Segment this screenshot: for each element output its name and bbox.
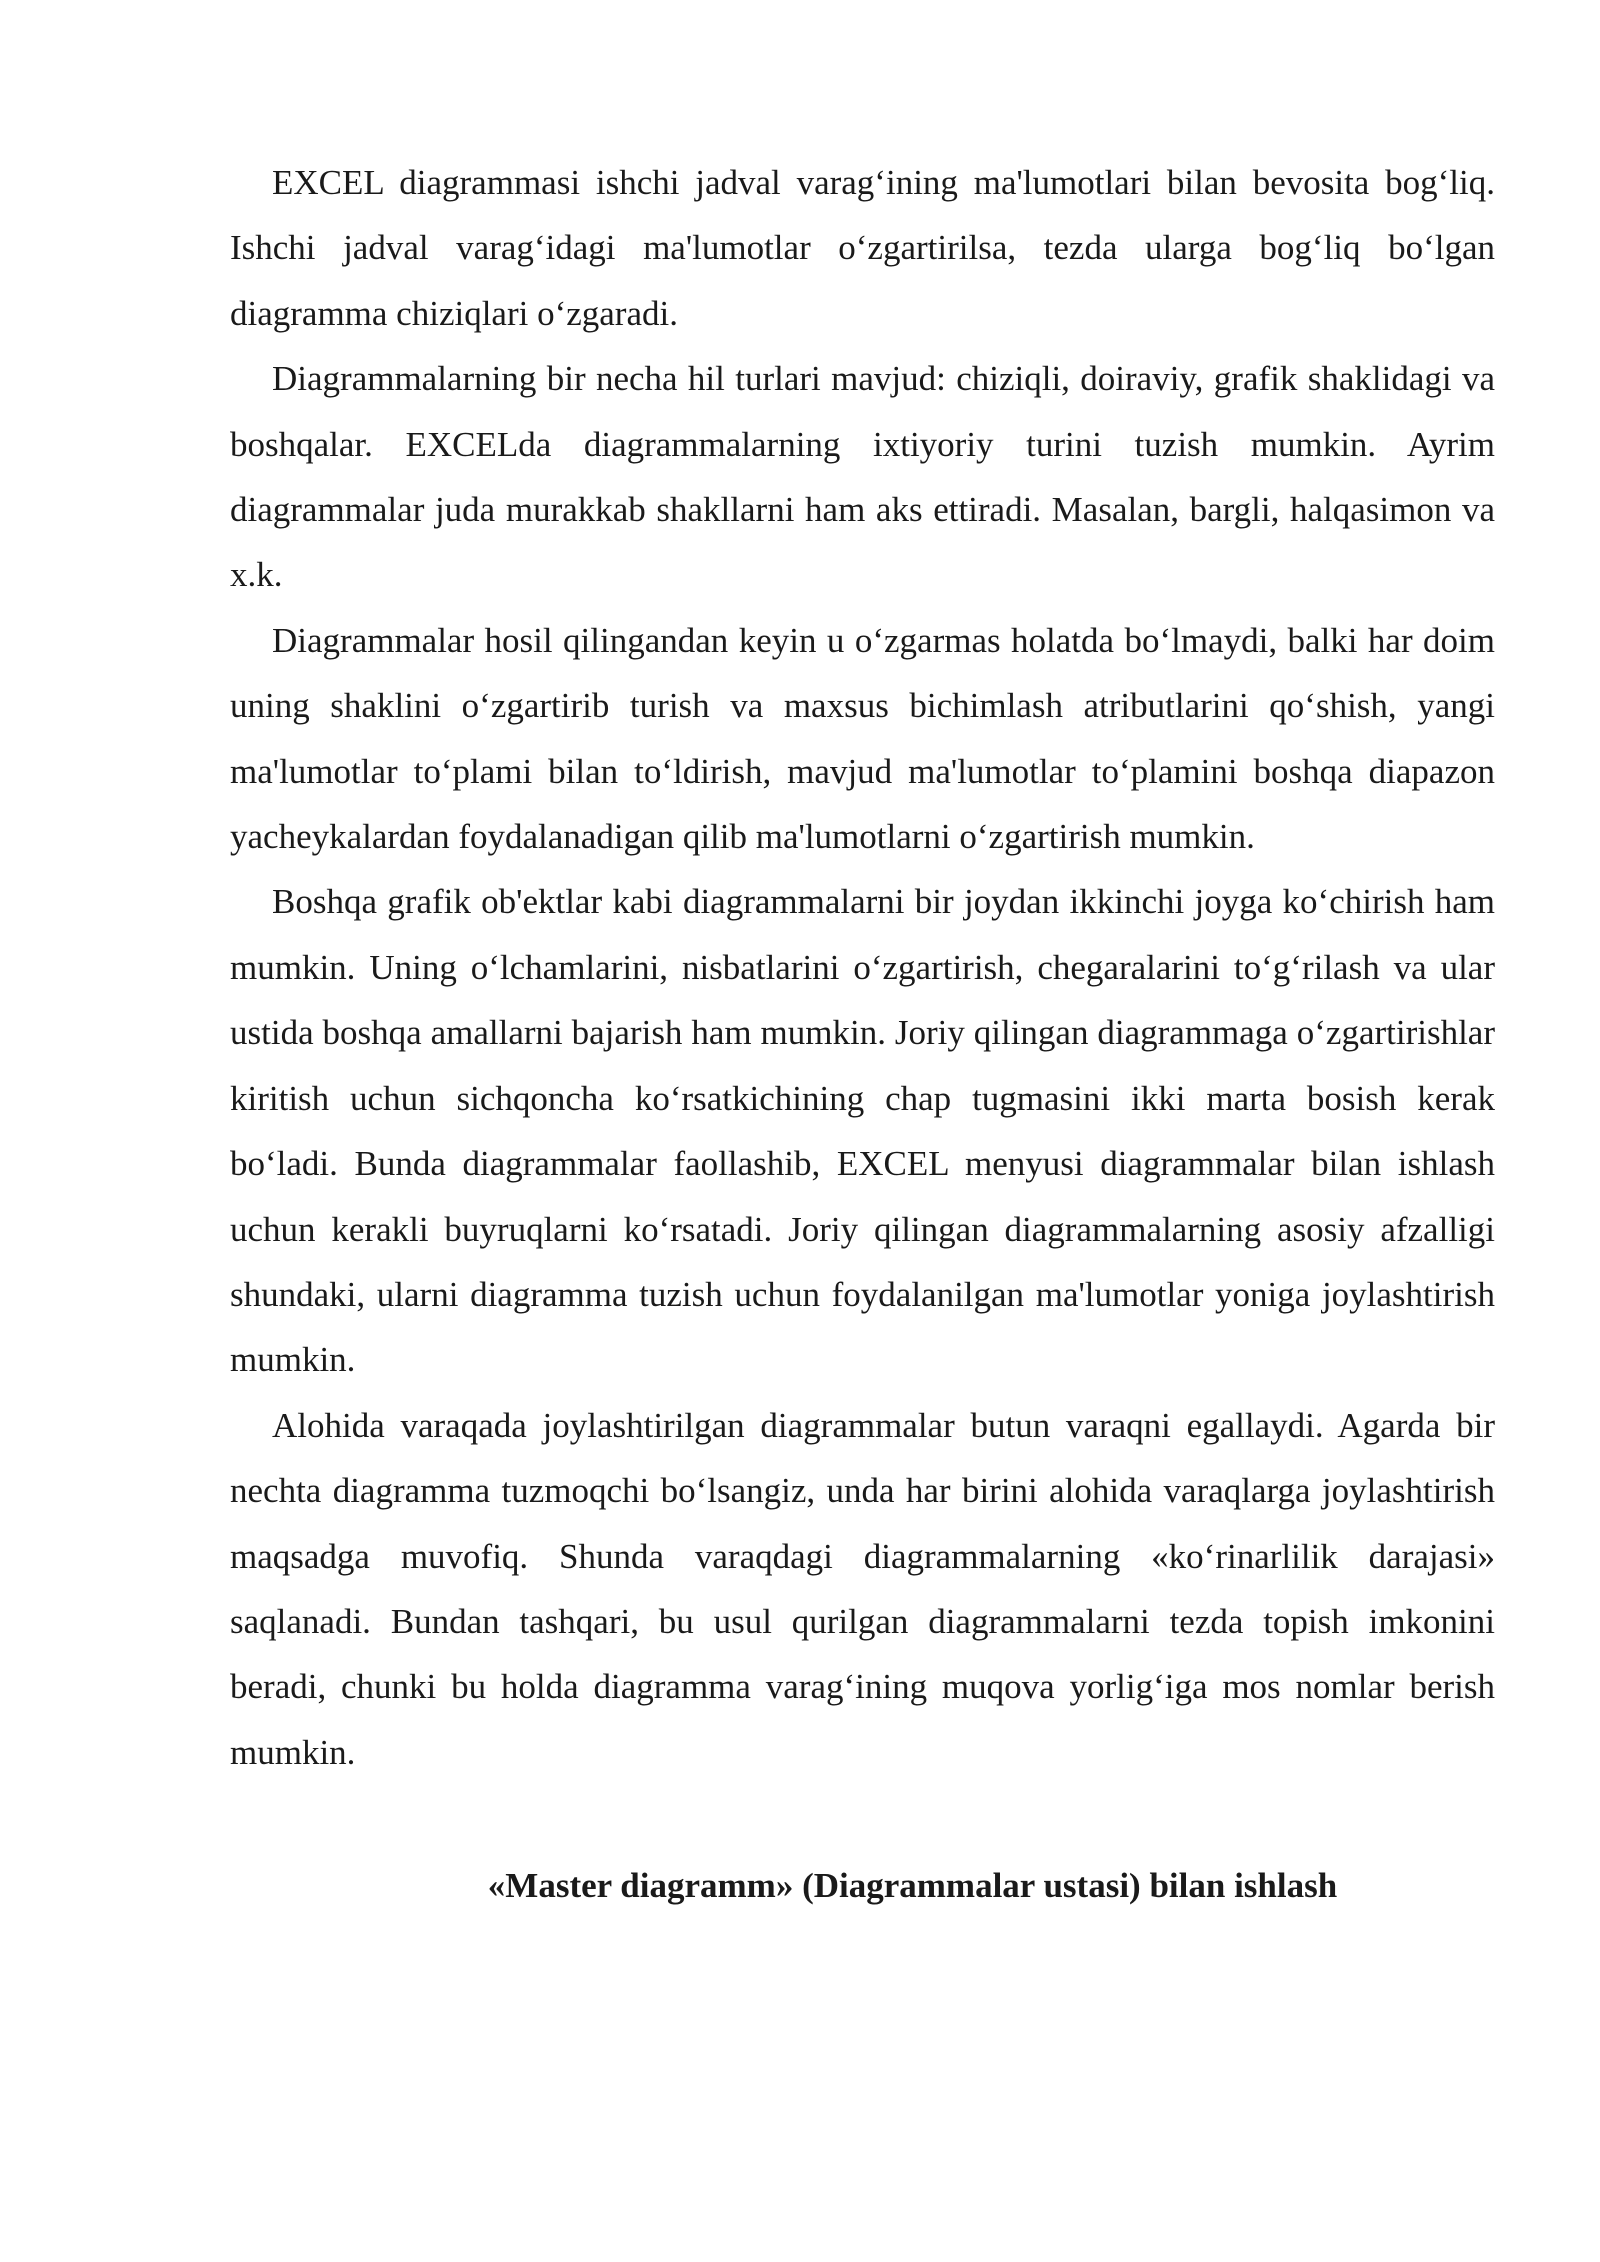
paragraph-5: Alohida varaqada joylashtirilgan diagrammalar butun varaqni egallaydi. Agarda bir nechta diagramma tuzmoqchi bo‘lsangiz, unda har birini alohida varaqlarga joylashtirish maqsadga muvofiq. Shunda varaqdagi diagrammalarning «ko‘rinarlilik darajasi» saqlanadi. Bundan tashqari, bu usul qurilgan diagrammalarni tezda topish imkonini beradi, chunki bu holda diagramma varag‘ining muqova yorlig‘iga mos nomlar berish mumkin. [230,1405,1495,1772]
section-heading: «Master diagramm» (Diagrammalar ustasi) bilan ishlash [487,1866,1338,1906]
paragraph-4: Boshqa grafik ob'ektlar kabi diagrammalarni bir joydan ikkinchi joyga ko‘chirish ham mumkin. Uning o‘lchamlarini, nisbatlarini o‘zgartirish, chegaralarini to‘g‘rilash va ular ustida boshqa amallarni bajarish ham mumkin. Joriy qilingan diagrammaga o‘zgartirishlar kiritish uchun sichqoncha ko‘rsatkichining chap tugmasini ikki marta bosish kerak bo‘ladi. Bunda diagrammalar faollashib, EXCEL menyusi diagrammalar bilan ishlash uchun kerakli buyruqlarni ko‘rsatadi. Joriy qilingan diagrammalarning asosiy afzalligi shundaki, ularni diagramma tuzish uchun foydalanilgan ma'lumotlar yoniga joylashtirish mumkin. [230,882,1495,1380]
document-body [230,150,1495,1918]
paragraph-2: Diagrammalarning bir necha hil turlari mavjud: chiziqli, doiraviy, grafik shaklidagi va boshqalar. EXCELda diagrammalarning ixtiyoriy turini tuzish mumkin. Ayrim diagrammalar juda murakkab shakllarni ham aks ettiradi. Masalan, bargli, halqasimon va x.k. [230,359,1495,595]
paragraph-1: EXCEL diagrammasi ishchi jadval varag‘ining ma'lumotlari bilan bevosita bog‘liq. Ishchi jadval varag‘idagi ma'lumotlar o‘zgartirilsa, tezda ularga bog‘liq bo‘lgan diagramma chiziqlari o‘zgaradi. [230,163,1495,333]
paragraph-3: Diagrammalar hosil qilingandan keyin u o‘zgarmas holatda bo‘lmaydi, balki har doim uning shaklini o‘zgartirib turish va maxsus bichimlash atributlarini qo‘shish, yangi ma'lumotlar to‘plami bilan to‘ldirish, mavjud ma'lumotlar to‘plamini boshqa diapazon yacheykalardan foydalanadigan qilib ma'lumotlarni o‘zgartirish mumkin. [230,620,1495,857]
